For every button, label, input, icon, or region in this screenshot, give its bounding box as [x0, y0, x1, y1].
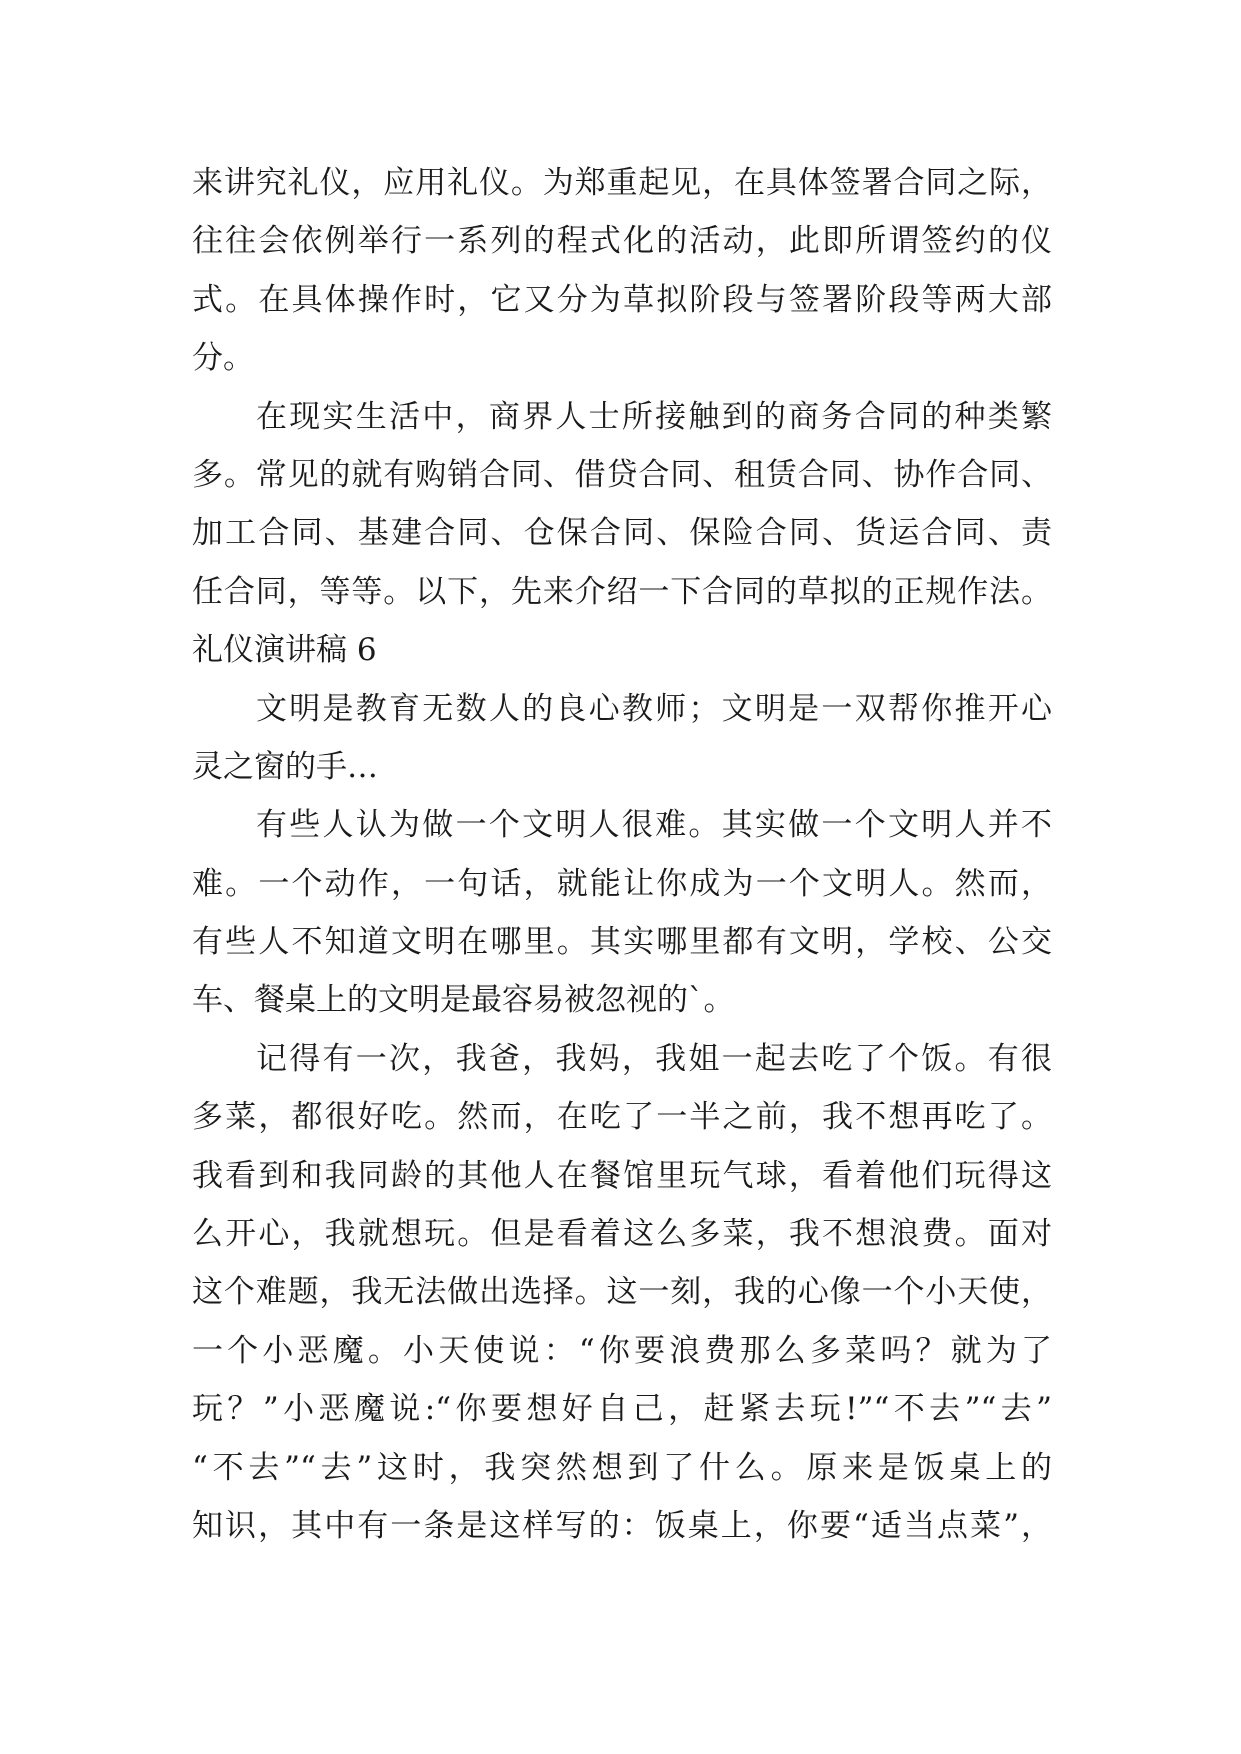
- text-line: 在现实生活中，商界人士所接触到的商务合同的种类繁: [256, 398, 1052, 435]
- text-line: 式。在具体操作时，它又分为草拟阶段与签署阶段等两大部: [192, 281, 1052, 318]
- text-line: 加工合同、基建合同、仓保合同、保险合同、货运合同、责: [192, 515, 1052, 552]
- text-line: 知识，其中有一条是这样写的：饭桌上，你要“适当点菜”，: [192, 1507, 1052, 1544]
- text-line: 往往会依例举行一系列的程式化的活动，此即所谓签约的仪: [192, 223, 1052, 260]
- text-line: “不去”“去”这时，我突然想到了什么。原来是饭桌上的: [192, 1449, 1052, 1486]
- text-line: 难。一个动作，一句话，就能让你成为一个文明人。然而，: [192, 865, 1052, 902]
- text-line: 玩？”小恶魔说:“你要想好自己，赶紧去玩!”“不去”“去”: [192, 1391, 1052, 1428]
- text-line: 灵之窗的手…: [192, 748, 378, 785]
- text-line: 来讲究礼仪，应用礼仪。为郑重起见，在具体签署合同之际，: [192, 165, 1052, 201]
- section-heading: 礼仪演讲稿 6: [192, 632, 377, 669]
- text-line: 任合同，等等。以下，先来介绍一下合同的草拟的正规作法。: [192, 573, 1052, 610]
- text-line: 一个小恶魔。小天使说：“你要浪费那么多菜吗？就为了: [192, 1332, 1052, 1369]
- text-line: 分。: [192, 340, 254, 377]
- text-line: 我看到和我同龄的其他人在餐馆里玩气球，看着他们玩得这: [192, 1157, 1052, 1194]
- text-line: 有些人不知道文明在哪里。其实哪里都有文明，学校、公交: [192, 924, 1052, 961]
- text-line: 么开心，我就想玩。但是看着这么多菜，我不想浪费。面对: [192, 1216, 1052, 1253]
- text-line: 这个难题，我无法做出选择。这一刻，我的心像一个小天使，: [192, 1274, 1052, 1311]
- text-line: 有些人认为做一个文明人很难。其实做一个文明人并不: [256, 807, 1052, 844]
- document-body: [192, 154, 1052, 1555]
- text-line: 车、餐桌上的文明是最容易被忽视的`。: [192, 982, 735, 1019]
- text-line: 多。常见的就有购销合同、借贷合同、租赁合同、协作合同、: [192, 456, 1052, 493]
- text-line: 记得有一次，我爸，我妈，我姐一起去吃了个饭。有很: [256, 1040, 1052, 1077]
- text-line: 多菜，都很好吃。然而，在吃了一半之前，我不想再吃了。: [192, 1099, 1052, 1136]
- text-line: 文明是教育无数人的良心教师；文明是一双帮你推开心: [256, 690, 1052, 727]
